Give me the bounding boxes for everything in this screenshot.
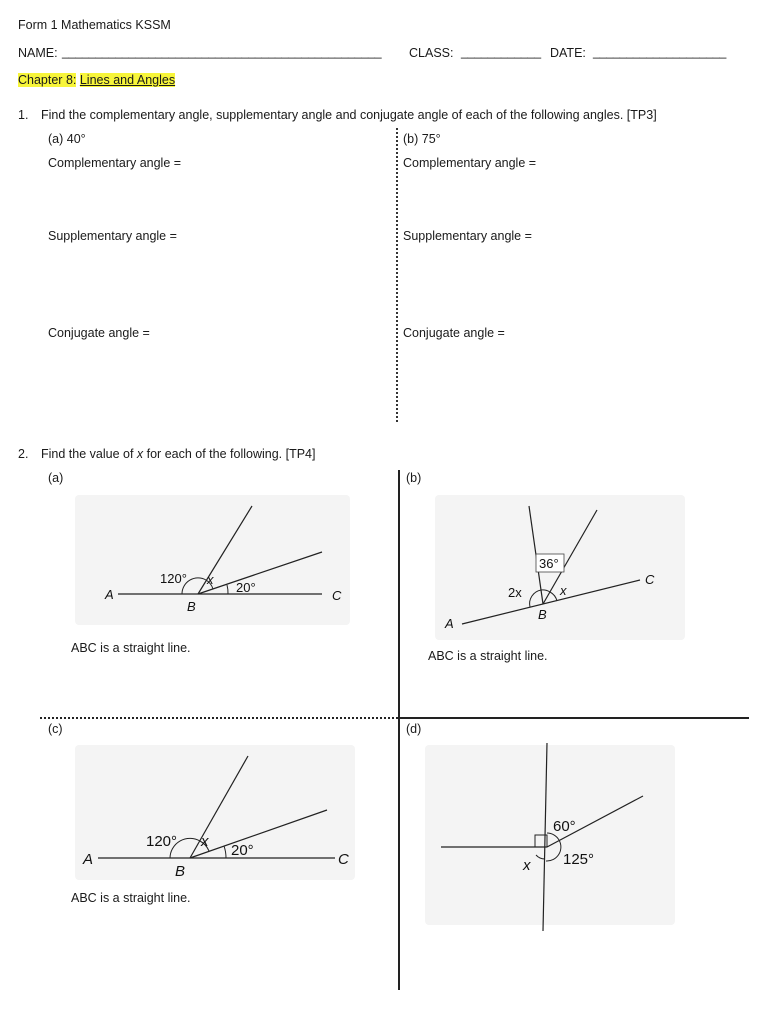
q2-prompt-before: Find the value of [41,447,137,461]
q2c-figure [80,750,360,890]
course-title: Form 1 Mathematics KSSM [18,18,171,32]
date-label: DATE: [550,46,586,60]
q2a-label: (a) [48,471,64,485]
q2b-var-2x: 2x [508,585,522,600]
q1a-conjugate: Conjugate angle = [48,326,150,340]
q2a-point-c: C [332,588,342,603]
q2c-angle-120: 120° [146,833,178,850]
chapter-prefix: Chapter 8: [18,73,77,87]
q2c-ray-lower [190,810,327,858]
q2b-label: (b) [406,471,422,485]
q2-number: 2. [18,447,29,461]
q1b-supplementary: Supplementary angle = [403,229,532,243]
q2-prompt [41,447,315,461]
q2c-var-x: x [201,833,209,850]
q2c-angle-20: 20° [231,842,254,859]
q2b-arc-36 [541,590,550,592]
name-label: NAME: [18,46,58,60]
q2a-point-b: B [187,599,196,614]
date-field[interactable]: ____________________ [593,45,727,59]
q2a-var-x: x [207,572,214,587]
class-label: CLASS: [409,46,454,60]
q1-divider [396,128,398,422]
q2a-figure [100,500,360,630]
q2b-figure [440,500,680,640]
q2a-ray-lower [198,552,322,594]
q2a-arc-20 [227,585,228,594]
q2b-angle-36: 36° [539,556,559,571]
q2b-point-c: C [645,572,655,587]
q1-number: 1. [18,108,29,122]
q1-prompt: Find the complementary angle, supplementary angle and conjugate angle of each of the following angles. [TP3] [41,108,657,122]
q2c-point-a: A [83,851,94,868]
q2a-note: ABC is a straight line. [71,641,191,655]
q2b-var-x: x [560,583,567,598]
q2c-label: (c) [48,722,63,736]
q2b-note: ABC is a straight line. [428,649,548,663]
q1b-complementary: Complementary angle = [403,156,537,170]
q1b-conjugate: Conjugate angle = [403,326,505,340]
q2b-line-abc [462,580,640,624]
q2b-arc-x [550,592,557,601]
q2-prompt-after: for each of the following. [TP4] [143,447,316,461]
q1a-complementary: Complementary angle = [48,156,182,170]
q2c-point-b: B [175,863,186,880]
name-field[interactable]: ________________________________________________ [62,45,382,59]
q2d-angle-125: 125° [563,851,595,868]
q2d-vertical-line [543,743,547,931]
q2c-note: ABC is a straight line. [71,891,191,905]
q2-vertical-divider [398,470,400,990]
q2d-arc-x [536,855,545,859]
q2a-angle-120: 120° [160,571,187,586]
q2-prompt-var: x [136,447,144,461]
chapter-heading [18,73,175,87]
q2a-point-a: A [105,587,114,602]
q2c-arc-20 [224,846,226,858]
q2-horizontal-divider-right [400,717,749,719]
class-field[interactable]: ____________ [461,45,541,59]
q2c-point-c: C [338,851,349,868]
q1b-label: (b) 75° [403,132,441,146]
chapter-title: Lines and Angles [79,73,176,87]
q1a-supplementary: Supplementary angle = [48,229,177,243]
q2a-angle-20: 20° [236,580,256,595]
q1a-label: (a) 40° [48,132,86,146]
q2d-angle-60: 60° [553,818,576,835]
q2d-figure [435,735,665,935]
q2d-label: (d) [406,722,422,736]
q2b-point-b: B [538,607,547,622]
q2b-point-a: A [445,616,454,631]
q2-horizontal-divider-left [40,717,398,719]
q2d-var-x: x [523,857,531,874]
